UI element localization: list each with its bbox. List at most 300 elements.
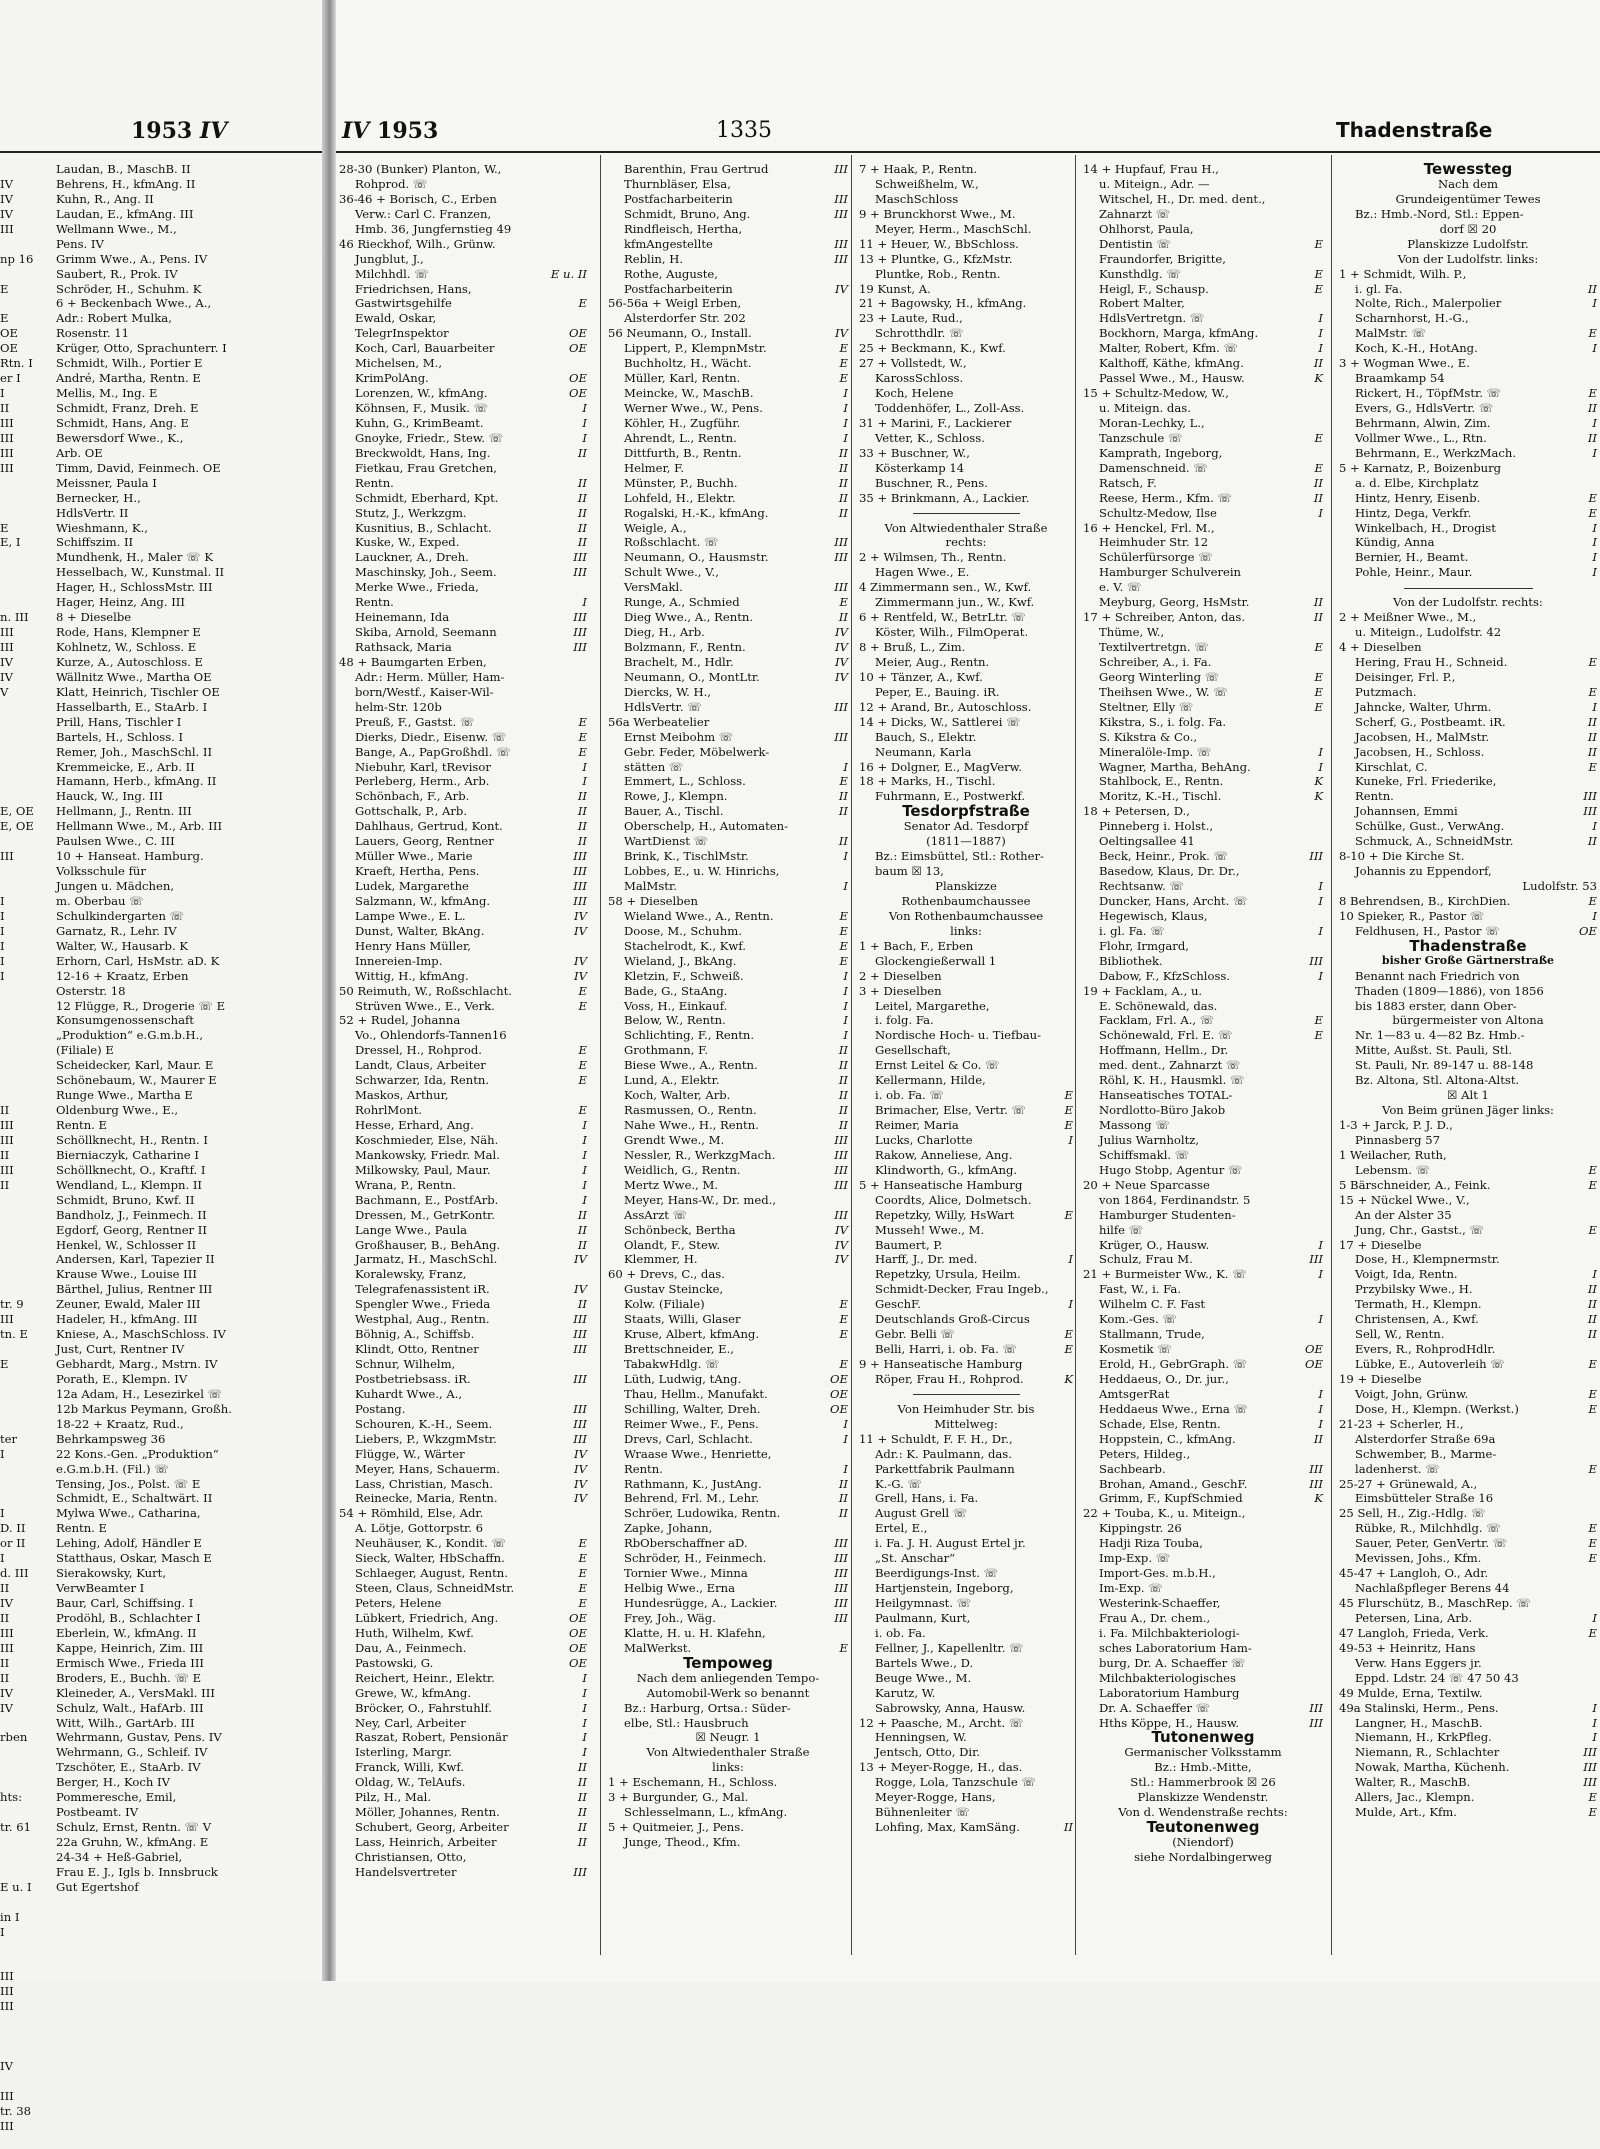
directory-entry: Oeltingsallee 41 <box>1099 834 1195 849</box>
margin-mark <box>0 1760 50 1775</box>
floor-mark: I <box>843 415 848 430</box>
floor-mark: E <box>839 923 848 938</box>
directory-entry: Pohle, Heinr., Maur. I <box>1355 565 1597 580</box>
directory-entry: Hager, Heinz, Ang. III <box>56 595 185 610</box>
directory-entry: Gnoyke, Friedr., Stew. ☏ I <box>355 430 587 445</box>
margin-mark <box>0 1387 50 1402</box>
margin-mark <box>0 267 50 282</box>
margin-mark: or II <box>0 1536 26 1551</box>
directory-entry: Jungen u. Mädchen, <box>56 879 175 893</box>
directory-entry: Grimm, F., KupfSchmied K <box>1099 1491 1323 1506</box>
directory-entry: rechts: <box>945 535 987 550</box>
directory-entry: Thüme, W., <box>1099 625 1165 640</box>
directory-entry: Pinnasberg 57 <box>1355 1132 1440 1147</box>
directory-entry: 22 + Touba, K., u. Miteign., <box>1083 1506 1246 1521</box>
directory-entry: Diercks, W. H., <box>624 684 711 699</box>
directory-entry: Heigl, F., Schausp. E <box>1099 281 1323 296</box>
floor-mark: II <box>1587 1312 1597 1327</box>
directory-entry: 5 + Quitmeier, J., Pens. <box>608 1820 744 1835</box>
directory-entry: RohrlMont. E <box>355 1103 587 1118</box>
directory-entry: Brettschneider, E., <box>624 1342 734 1357</box>
directory-entry: Verw.: Carl C. Franzen, <box>355 206 492 221</box>
directory-entry: Hesselbach, W., Kunstmal. II <box>56 565 225 580</box>
directory-entry: Bauch, S., Elektr. <box>875 729 977 744</box>
directory-entry: Stallmann, Trude, <box>1099 1327 1205 1342</box>
floor-mark: E <box>839 341 848 356</box>
directory-entry: 12-16 + Kraatz, Erben <box>56 968 189 983</box>
directory-entry: Junge, Theod., Kfm. <box>624 1835 741 1849</box>
directory-entry: Perleberg, Herm., Arb. I <box>355 774 587 789</box>
directory-entry: Bühnenleiter ☏ <box>875 1805 970 1820</box>
directory-entry: Schmidt, Wilh., Portier E <box>56 356 203 371</box>
directory-entry: Niemann, R., Schlachter III <box>1355 1745 1597 1760</box>
directory-entry: Rogge, Lola, Tanzschule ☏ <box>875 1775 1036 1790</box>
directory-entry: ladenherst. ☏ E <box>1355 1461 1597 1476</box>
directory-entry: Dose, H., Klempn. (Werkst.) E <box>1355 1401 1597 1416</box>
directory-entry: Henkel, W., Schlosser II <box>56 1237 197 1252</box>
directory-entry: Brohan, Amand., GeschF. III <box>1099 1476 1323 1491</box>
directory-column-3 <box>859 162 1073 1835</box>
directory-entry: 12 Flügge, R., Drogerie ☏ E <box>56 998 226 1013</box>
floor-mark: II <box>577 505 587 520</box>
street-heading: Tesdorpfstraße <box>902 802 1030 821</box>
directory-entry: Lucks, Charlotte I <box>875 1132 1073 1147</box>
directory-entry: Strüven Wwe., E., Verk. E <box>355 998 587 1013</box>
directory-entry: 17 + Dieselbe <box>1339 1237 1422 1252</box>
floor-mark: E <box>1588 759 1597 774</box>
directory-entry: Lass, Heinrich, Arbeiter II <box>355 1835 587 1849</box>
directory-entry: 48 + Baumgarten Erben, <box>339 654 487 669</box>
street-heading: Tutonenweg <box>1151 1728 1255 1747</box>
directory-entry: Grewe, W., kfmAng. I <box>355 1685 587 1700</box>
directory-entry: links: <box>950 923 982 938</box>
directory-entry: Schulz, Ernst, Rentn. ☏ V <box>56 1820 212 1835</box>
directory-entry: 28-30 (Bunker) Planton, W., <box>339 162 502 176</box>
directory-entry: Heimhuder Str. 12 <box>1099 535 1209 550</box>
directory-entry: Lass, Christian, Masch. IV <box>355 1476 587 1491</box>
directory-entry: St. Pauli, Nr. 89-147 u. 88-148 <box>1355 1058 1534 1073</box>
directory-entry: Adr.: Herm. Müller, Ham- <box>355 669 505 684</box>
directory-entry: Laudan, E., kfmAng. III <box>56 206 194 221</box>
margin-mark <box>0 1865 50 1880</box>
directory-entry: 10 + Hanseat. Hamburg. <box>56 849 204 864</box>
directory-entry: Lauckner, A., Dreh. III <box>355 550 587 565</box>
margin-mark: tn. E <box>0 1327 28 1342</box>
directory-entry: Volksschule für <box>56 864 146 879</box>
directory-entry: Großhauser, B., BehAng. II <box>355 1237 587 1252</box>
floor-mark: I <box>1592 1267 1597 1282</box>
directory-entry: Hauck, W., Ing. III <box>56 789 163 804</box>
floor-mark: II <box>1587 401 1597 415</box>
directory-entry: Lund, A., Elektr. II <box>624 1073 848 1088</box>
directory-entry: Kuneke, Frl. Friederike, <box>1355 774 1497 789</box>
floor-mark: OE <box>569 371 587 386</box>
directory-entry: Meyer-Rogge, Hans, <box>875 1790 996 1805</box>
floor-mark: E <box>839 1327 848 1342</box>
directory-entry: 49 Mulde, Erna, Textilw. <box>1339 1685 1483 1700</box>
directory-entry: 15 + Schultz-Medow, W., <box>1083 386 1229 401</box>
directory-entry: Bärthel, Julius, Rentner III <box>56 1282 213 1297</box>
directory-entry: Isterling, Margr. I <box>355 1745 587 1760</box>
directory-entry: Leitel, Margarethe, <box>875 998 990 1013</box>
directory-entry: Postbeamt. IV <box>56 1805 139 1820</box>
directory-entry: Von der Ludolfstr. rechts: <box>1393 595 1543 610</box>
directory-entry: Lübke, E., Autoverleih ☏ E <box>1355 1357 1597 1371</box>
directory-entry: Westerink-Schaeffer, <box>1099 1596 1221 1610</box>
margin-mark <box>0 550 50 565</box>
floor-mark: II <box>577 1222 587 1237</box>
margin-mark <box>0 162 50 177</box>
margin-mark: er I <box>0 371 21 386</box>
directory-entry: Planskizze <box>935 879 997 893</box>
floor-mark: IV <box>574 1491 587 1506</box>
directory-entry: Bauer, A., Tischl. II <box>624 804 848 819</box>
directory-column-1 <box>339 162 587 1880</box>
directory-entry: Meier, Aug., Rentn. <box>875 654 990 669</box>
directory-entry: Krause Wwe., Louise III <box>56 1267 197 1282</box>
directory-column-4 <box>1083 162 1323 1865</box>
floor-mark: III <box>1309 1461 1323 1476</box>
floor-mark: I <box>1318 893 1323 908</box>
directory-column-5 <box>1339 162 1597 1820</box>
directory-entry: Baur, Carl, Schiffsing. I <box>56 1596 194 1610</box>
directory-entry: MaschSchloss <box>875 191 959 206</box>
directory-entry: Ahrendt, L., Rentn. I <box>624 430 848 445</box>
floor-mark: III <box>834 1207 848 1222</box>
directory-entry: 16 + Dolgner, E., MagVerw. <box>859 759 1022 774</box>
directory-entry: Schulkindergarten ☏ <box>56 908 185 923</box>
directory-entry: Schmidt, E., Schaltwärt. II <box>56 1491 213 1506</box>
directory-entry: Behrmann, Alwin, Zim. I <box>1355 415 1597 430</box>
directory-entry: Thau, Hellm., Manufakt. OE <box>624 1386 848 1401</box>
directory-entry: Heddaeus, O., Dr. jur., <box>1099 1371 1229 1386</box>
directory-entry: Wehrmann, Gustav, Pens. IV <box>56 1730 222 1745</box>
directory-entry: Dr. A. Schaeffer ☏ III <box>1099 1700 1323 1715</box>
margin-mark: I <box>0 1506 5 1521</box>
floor-mark: E <box>1314 1013 1323 1028</box>
directory-entry: Klindt, Otto, Rentner III <box>355 1342 587 1357</box>
margin-mark <box>0 1491 50 1506</box>
directory-entry: Feldhusen, H., Pastor ☏ OE <box>1355 923 1597 938</box>
directory-entry: 21 + Bagowsky, H., kfmAng. <box>859 296 1027 311</box>
floor-mark: III <box>573 1371 587 1386</box>
floor-mark: III <box>834 1610 848 1625</box>
floor-mark: II <box>1313 475 1323 490</box>
floor-mark: III <box>573 1416 587 1431</box>
column-divider <box>851 155 852 1955</box>
floor-mark: II <box>577 819 587 834</box>
directory-entry: Wagner, Martha, BehAng. I <box>1099 759 1323 774</box>
directory-entry: Schmidt, Bruno, Kwf. II <box>56 1192 195 1207</box>
margin-mark: III <box>0 1312 14 1327</box>
directory-entry: e. V. ☏ <box>1099 580 1142 595</box>
directory-entry: Brink, K., TischlMstr. I <box>624 849 848 864</box>
floor-mark: II <box>838 460 848 475</box>
column-divider <box>1331 155 1332 1955</box>
floor-mark: E <box>578 729 587 744</box>
floor-mark: II <box>577 834 587 849</box>
directory-entry: 25 Sell, H., Zig.-Hdlg. ☏ <box>1339 1506 1486 1521</box>
directory-entry: Oldag, W., TelAufs. II <box>355 1775 587 1790</box>
directory-entry: Schiffsmakl. ☏ <box>1099 1147 1190 1162</box>
floor-mark: III <box>834 191 848 206</box>
directory-entry: Schreiber, A., i. Fa. <box>1099 654 1212 669</box>
floor-mark: III <box>834 1581 848 1596</box>
directory-entry: Rathsack, Maria III <box>355 640 587 654</box>
directory-entry: Rothe, Auguste, <box>624 266 718 281</box>
margin-mark <box>0 774 50 789</box>
directory-entry: Hintz, Dega, Verkfr. E <box>1355 505 1597 520</box>
directory-entry: Münster, P., Buchh. II <box>624 475 848 490</box>
margin-mark: II <box>0 1103 10 1118</box>
directory-entry: Below, W., Rentn. I <box>624 1013 848 1028</box>
directory-entry: Beerdigungs-Inst. ☏ <box>875 1566 999 1581</box>
directory-entry: Rentn. I <box>355 595 587 610</box>
directory-entry: 2 + Dieselben <box>859 968 942 983</box>
directory-entry: Böhnig, A., Schiffsb. III <box>355 1327 587 1342</box>
directory-entry: Kündig, Anna I <box>1355 535 1597 550</box>
directory-entry: Schöllknecht, O., Kraftf. I <box>56 1162 206 1177</box>
directory-entry: Peters, Helene E <box>355 1596 587 1610</box>
directory-entry: Voss, H., Einkauf. I <box>624 998 848 1013</box>
directory-entry: Gustav Steincke, <box>624 1282 724 1297</box>
margin-mark: I <box>0 923 5 938</box>
directory-entry: Rübke, R., Milchhdlg. ☏ E <box>1355 1521 1597 1536</box>
directory-entry: Handelsvertreter III <box>355 1864 587 1879</box>
margin-mark <box>0 476 50 491</box>
directory-entry: Bange, A., PapGroßhdl. ☏ E <box>355 744 587 759</box>
floor-mark: E <box>578 1596 587 1610</box>
directory-entry: Roßschlacht. ☏ III <box>624 535 848 550</box>
floor-mark: IV <box>835 1237 848 1252</box>
margin-mark: rben <box>0 1730 28 1745</box>
left-running-header <box>131 118 227 144</box>
directory-entry: Kalthoff, Käthe, kfmAng. II <box>1099 356 1323 371</box>
floor-mark: I <box>1318 1401 1323 1416</box>
floor-mark: II <box>1587 834 1597 849</box>
floor-mark: OE <box>569 1610 587 1625</box>
floor-mark: E <box>1588 1625 1597 1640</box>
floor-mark: III <box>834 1132 848 1147</box>
directory-entry: born/Westf., Kaiser-Wil- <box>355 684 494 699</box>
floor-mark: I <box>1068 1132 1073 1147</box>
margin-mark <box>0 745 50 760</box>
street-heading: Tempoweg <box>683 1653 773 1672</box>
floor-mark: III <box>573 1864 587 1879</box>
floor-mark: II <box>838 1103 848 1118</box>
directory-entry: Schönebaum, W., Maurer E <box>56 1073 217 1088</box>
directory-entry: 46 Rieckhof, Wilh., Grünw. <box>339 236 496 251</box>
directory-entry: 23 + Laute, Rud., <box>859 311 963 326</box>
directory-entry: helm-Str. 120b <box>355 699 442 714</box>
margin-mark <box>0 1043 50 1058</box>
directory-entry: Hmb. 36, Jungfernstieg 49 <box>355 221 512 236</box>
directory-entry: Jungblut, J., <box>355 251 424 266</box>
directory-entry: Evers, G., HdlsVertr. ☏ II <box>1355 401 1597 415</box>
directory-entry: Werner Wwe., W., Pens. I <box>624 401 848 415</box>
floor-mark: OE <box>1305 1342 1323 1357</box>
directory-entry: Von Altwiedenthaler Straße <box>646 1745 810 1760</box>
floor-mark: I <box>1318 744 1323 759</box>
directory-entry: 11 + Heuer, W., BbSchloss. <box>859 236 1019 251</box>
directory-entry: Fraundorfer, Brigitte, <box>1099 251 1226 266</box>
floor-mark: OE <box>569 386 587 401</box>
directory-entry: TelegrInspektor OE <box>355 326 587 341</box>
directory-entry: Beck, Heinr., Prok. ☏ III <box>1099 849 1323 864</box>
directory-entry: Grothmann, F. II <box>624 1043 848 1058</box>
directory-entry: 1 + Eschemann, H., Schloss. <box>608 1775 778 1790</box>
directory-entry: 17 + Schreiber, Anton, das. II <box>1083 610 1323 625</box>
directory-entry: Tornier Wwe., Minna III <box>624 1566 848 1581</box>
directory-entry: Voigt, Ida, Rentn. I <box>1355 1267 1597 1282</box>
directory-entry: Niemann, H., KrkPfleg. I <box>1355 1730 1597 1745</box>
directory-entry: Thurnbläser, Elsa, <box>624 176 731 191</box>
floor-mark: OE <box>1579 923 1597 938</box>
directory-entry: Schülerfürsorge ☏ <box>1099 550 1213 565</box>
directory-entry: Steltner, Elly ☏ E <box>1099 699 1323 714</box>
directory-entry: A. Lötje, Gottorpstr. 6 <box>355 1521 484 1536</box>
directory-entry: Adr.: K. Paulmann, das. <box>875 1446 1012 1461</box>
directory-entry: Skiba, Arnold, Seemann III <box>355 625 587 640</box>
directory-entry: Bröcker, O., Fahrstuhlf. I <box>355 1700 587 1715</box>
margin-mark <box>0 1058 50 1073</box>
margin-mark: in I <box>0 1909 20 1924</box>
floor-mark: III <box>1583 1760 1597 1775</box>
directory-entry: Nordlotto-Büro Jakob <box>1099 1103 1226 1118</box>
directory-entry: Basedow, Klaus, Dr. Dr., <box>1099 864 1240 879</box>
floor-mark: E <box>1064 1327 1073 1342</box>
directory-entry: Bierniaczyk, Catharine I <box>56 1147 199 1162</box>
floor-mark: III <box>834 1147 848 1162</box>
floor-mark: E <box>578 983 587 998</box>
directory-entry: Bade, G., StaAng. I <box>624 983 848 998</box>
column-divider <box>1075 155 1076 1955</box>
floor-mark: IV <box>574 1476 587 1491</box>
floor-mark: III <box>834 251 848 266</box>
directory-entry: Milkowsky, Paul, Maur. I <box>355 1162 587 1177</box>
directory-entry: Verw. Hans Eggers jr. <box>1355 1655 1482 1670</box>
floor-mark: E <box>1064 1088 1073 1103</box>
directory-entry: Postfacharbeiterin IV <box>624 281 848 296</box>
directory-entry: MalWerkst. E <box>624 1640 848 1655</box>
margin-mark <box>0 1745 50 1760</box>
directory-entry: 12b Markus Peymann, Großh. <box>56 1401 232 1416</box>
floor-mark: E <box>1588 1357 1597 1371</box>
directory-entry: HdlsVertretgn. ☏ I <box>1099 311 1323 326</box>
margin-mark <box>0 1073 50 1088</box>
directory-entry: 8-10 + Die Kirche St. <box>1339 849 1465 864</box>
directory-entry: Gut Egertshof <box>56 1879 139 1894</box>
margin-mark: hts: <box>0 1790 22 1805</box>
directory-entry: Kuhardt Wwe., A., <box>355 1386 463 1401</box>
directory-entry: AssArzt ☏ III <box>624 1207 848 1222</box>
directory-entry: 58 + Dieselben <box>608 893 698 908</box>
directory-entry: Schrotthdlr. ☏ <box>875 326 964 341</box>
margin-mark: III <box>0 221 14 236</box>
floor-mark: III <box>834 729 848 744</box>
directory-entry: Im-Exp. ☏ <box>1099 1581 1163 1596</box>
directory-entry: Hegewisch, Klaus, <box>1099 908 1208 923</box>
directory-entry: AmtsgerRat I <box>1099 1386 1323 1401</box>
floor-mark: III <box>834 1177 848 1192</box>
margin-mark <box>0 1342 50 1357</box>
directory-entry: HdlsVertr. ☏ III <box>624 699 848 714</box>
directory-entry: Senator Ad. Tesdorpf <box>903 819 1029 834</box>
directory-entry: Schöllknecht, H., Rentn. I <box>56 1132 208 1147</box>
directory-entry: Klindworth, G., kfmAng. <box>875 1162 1018 1177</box>
directory-entry: Steen, Claus, SchneidMstr. E <box>355 1581 587 1596</box>
directory-entry: Schröder, H., Schuhm. K <box>56 281 202 296</box>
directory-entry: 19 Kunst, A. <box>859 281 931 296</box>
directory-entry: Bandholz, J., Feinmech. II <box>56 1207 207 1222</box>
floor-mark: IV <box>574 923 587 938</box>
directory-entry: Vollmer Wwe., L., Rtn. II <box>1355 430 1597 445</box>
directory-entry: Facklam, Frl. A., ☏ E <box>1099 1013 1323 1028</box>
directory-entry: Reinecke, Maria, Rentn. IV <box>355 1491 587 1506</box>
margin-mark <box>0 760 50 775</box>
directory-entry: Hartjenstein, Ingeborg, <box>875 1581 1014 1596</box>
directory-entry: Kruse, Albert, kfmAng. E <box>624 1327 848 1342</box>
floor-mark: E <box>1588 1222 1597 1237</box>
directory-entry: 5 Bärschneider, A., Feink. E <box>1339 1177 1597 1192</box>
floor-mark: I <box>582 401 587 415</box>
directory-entry: Dabow, F., KfzSchloss. I <box>1099 968 1323 983</box>
directory-entry: Dittfurth, B., Rentn. II <box>624 445 848 460</box>
floor-mark: II <box>838 610 848 625</box>
directory-entry: Rohprod. ☏ <box>355 176 428 191</box>
margin-mark <box>0 1402 50 1417</box>
directory-entry: Robert Malter, <box>1099 296 1185 311</box>
directory-entry: Braamkamp 54 <box>1355 371 1445 386</box>
directory-entry: Pommeresche, Emil, <box>56 1790 177 1805</box>
directory-entry: Voigt, John, Grünw. E <box>1355 1386 1597 1401</box>
directory-entry: Passel Wwe., M., Hausw. K <box>1099 371 1323 386</box>
directory-entry: kfmAngestellte III <box>624 236 848 251</box>
directory-entry: 6 + Beckenbach Wwe., A., <box>56 296 212 311</box>
directory-entry: Friedrichsen, Hans, <box>355 281 472 296</box>
floor-mark: I <box>582 1670 587 1685</box>
directory-entry: 45 Flurschütz, B., MaschRep. ☏ <box>1339 1596 1531 1610</box>
margin-mark <box>0 730 50 745</box>
margin-mark: III <box>0 1999 14 2014</box>
directory-entry: MalMstr. I <box>624 879 848 893</box>
directory-entry: 1 + Bach, F., Erben <box>859 938 974 953</box>
left-header-rule <box>0 151 322 153</box>
floor-mark: E <box>578 1536 587 1551</box>
floor-mark: III <box>834 206 848 221</box>
margin-mark <box>0 237 50 252</box>
directory-entry: 20 + Neue Sparcasse <box>1083 1177 1210 1192</box>
directory-entry: Kirschlat, C. E <box>1355 759 1597 774</box>
directory-entry: baum ☒ 13, <box>875 864 944 879</box>
directory-entry: Theihsen Wwe., W. ☏ E <box>1099 684 1323 699</box>
directory-entry: Schmidt-Decker, Frau Ingeb., <box>875 1282 1049 1297</box>
directory-entry: Pens. IV <box>56 236 104 251</box>
floor-mark: III <box>834 550 848 565</box>
directory-entry: 22 Kons.-Gen. „Produktion“ <box>56 1446 219 1461</box>
directory-entry: 1-3 + Jarck, P. J. D., <box>1339 1118 1453 1132</box>
directory-entry: Kurze, A., Autoschloss. E <box>56 654 203 669</box>
floor-mark: E <box>578 296 587 311</box>
floor-mark: II <box>577 1297 587 1312</box>
floor-mark: E <box>1064 1342 1073 1357</box>
floor-mark: I <box>1318 1386 1323 1401</box>
directory-entry: Allers, Jac., Klempn. E <box>1355 1790 1597 1805</box>
directory-entry: Broders, E., Buchh. ☏ E <box>56 1670 202 1685</box>
floor-mark: III <box>834 1566 848 1581</box>
floor-mark: II <box>838 505 848 520</box>
directory-entry: Import-Ges. m.b.H., <box>1099 1566 1216 1581</box>
